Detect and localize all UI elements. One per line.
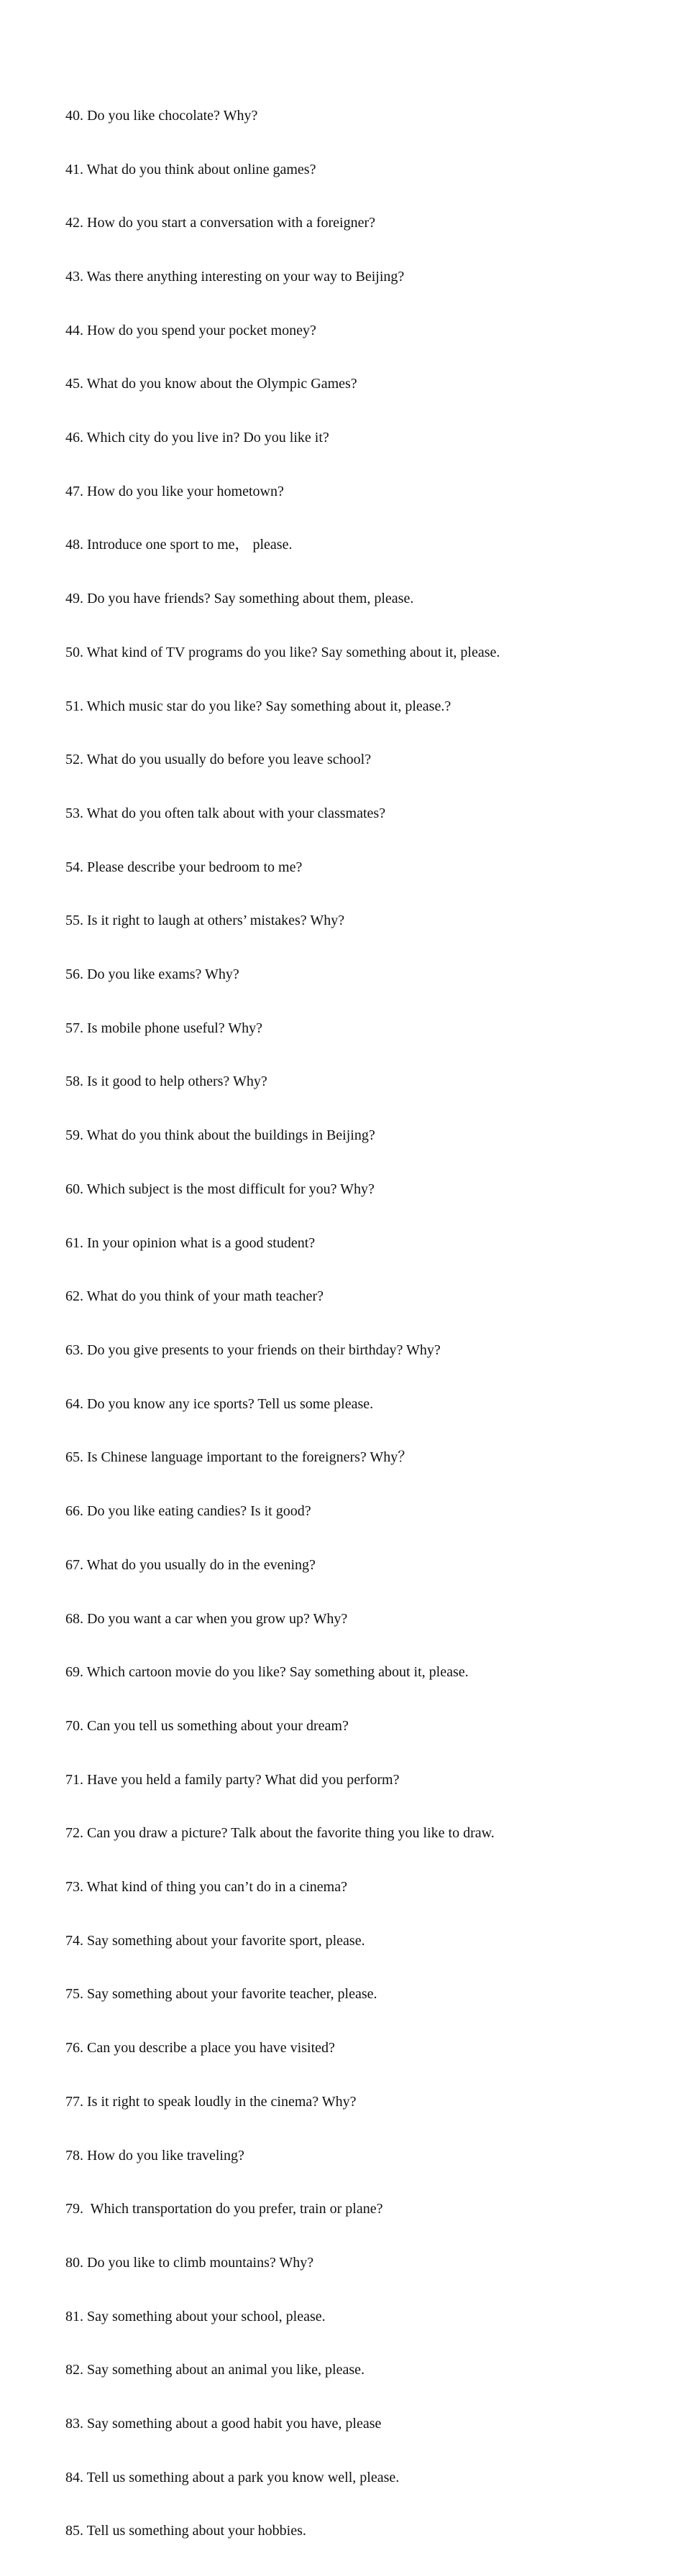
question-item: 77. Is it right to speak loudly in the cinema? Why? xyxy=(65,2093,357,2110)
question-item: 53. What do you often talk about with your classmates? xyxy=(65,805,386,821)
question-item: 57. Is mobile phone useful? Why? xyxy=(65,1020,263,1036)
question-item: 50. What kind of TV programs do you like? Say something about it, please. xyxy=(65,644,500,660)
question-item: 79. Which transportation do you prefer, train or plane? xyxy=(65,2201,383,2217)
question-item: 76. Can you describe a place you have visited? xyxy=(65,2040,335,2056)
question-item: 41. What do you think about online games? xyxy=(65,161,316,177)
question-item: 61. In your opinion what is a good student? xyxy=(65,1234,316,1251)
question-item: 52. What do you usually do before you leave school? xyxy=(65,752,372,768)
question-item: 60. Which subject is the most difficult for you? Why? xyxy=(65,1181,375,1197)
question-item: 49. Do you have friends? Say something about them, please. xyxy=(65,591,414,607)
question-item: 43. Was there anything interesting on your way to Beijing? xyxy=(65,268,405,285)
question-item: 48. Introduce one sport to me， please. xyxy=(65,537,293,553)
question-item: 69. Which cartoon movie do you like? Say something about it, please. xyxy=(65,1664,469,1681)
question-item: 78. How do you like traveling? xyxy=(65,2147,244,2164)
question-item: 45. What do you know about the Olympic Games? xyxy=(65,376,357,392)
question-item: 74. Say something about your favorite sport, please. xyxy=(65,1932,365,1949)
question-item: 58. Is it good to help others? Why? xyxy=(65,1074,267,1090)
question-item: 75. Say something about your favorite teacher, please. xyxy=(65,1986,377,2003)
question-item: 72. Can you draw a picture? Talk about the favorite thing you like to draw. xyxy=(65,1825,495,1842)
question-item: 65. Is Chinese language important to the foreigners? Why？ xyxy=(65,1449,413,1466)
question-item: 59. What do you think about the buildings in Beijing? xyxy=(65,1127,375,1144)
question-item: 55. Is it right to laugh at others’ mistakes? Why? xyxy=(65,913,345,929)
question-item: 84. Tell us something about a park you know well, please. xyxy=(65,2469,400,2485)
question-item: 73. What kind of thing you can’t do in a cinema? xyxy=(65,1879,347,1896)
question-item: 82. Say something about an animal you like, please. xyxy=(65,2362,365,2378)
question-item: 83. Say something about a good habit you have, please xyxy=(65,2416,382,2432)
question-item: 80. Do you like to climb mountains? Why? xyxy=(65,2254,314,2271)
question-item: 44. How do you spend your pocket money? xyxy=(65,322,316,338)
question-item: 56. Do you like exams? Why? xyxy=(65,966,239,983)
question-item: 42. How do you start a conversation with a foreigner? xyxy=(65,215,375,231)
question-item: 54. Please describe your bedroom to me? xyxy=(65,859,303,875)
question-item: 85. Tell us something about your hobbies. xyxy=(65,2523,306,2539)
question-item: 40. Do you like chocolate? Why? xyxy=(65,107,258,124)
question-item: 62. What do you think of your math teacher? xyxy=(65,1288,324,1305)
question-list xyxy=(65,71,500,2576)
question-item: 46. Which city do you live in? Do you like it? xyxy=(65,430,329,446)
question-item: 67. What do you usually do in the evening? xyxy=(65,1556,316,1573)
question-item: 64. Do you know any ice sports? Tell us some please. xyxy=(65,1395,374,1412)
question-item: 66. Do you like eating candies? Is it good? xyxy=(65,1503,311,1520)
question-item: 63. Do you give presents to your friends on their birthday? Why? xyxy=(65,1342,441,1358)
question-item: 47. How do you like your hometown? xyxy=(65,483,284,499)
question-item: 81. Say something about your school, please. xyxy=(65,2308,326,2325)
question-item: 51. Which music star do you like? Say something about it, please.? xyxy=(65,698,451,714)
question-item: 71. Have you held a family party? What did you perform? xyxy=(65,1771,400,1788)
question-item: 68. Do you want a car when you grow up? Why? xyxy=(65,1610,348,1627)
question-item: 70. Can you tell us something about your dream? xyxy=(65,1717,349,1734)
